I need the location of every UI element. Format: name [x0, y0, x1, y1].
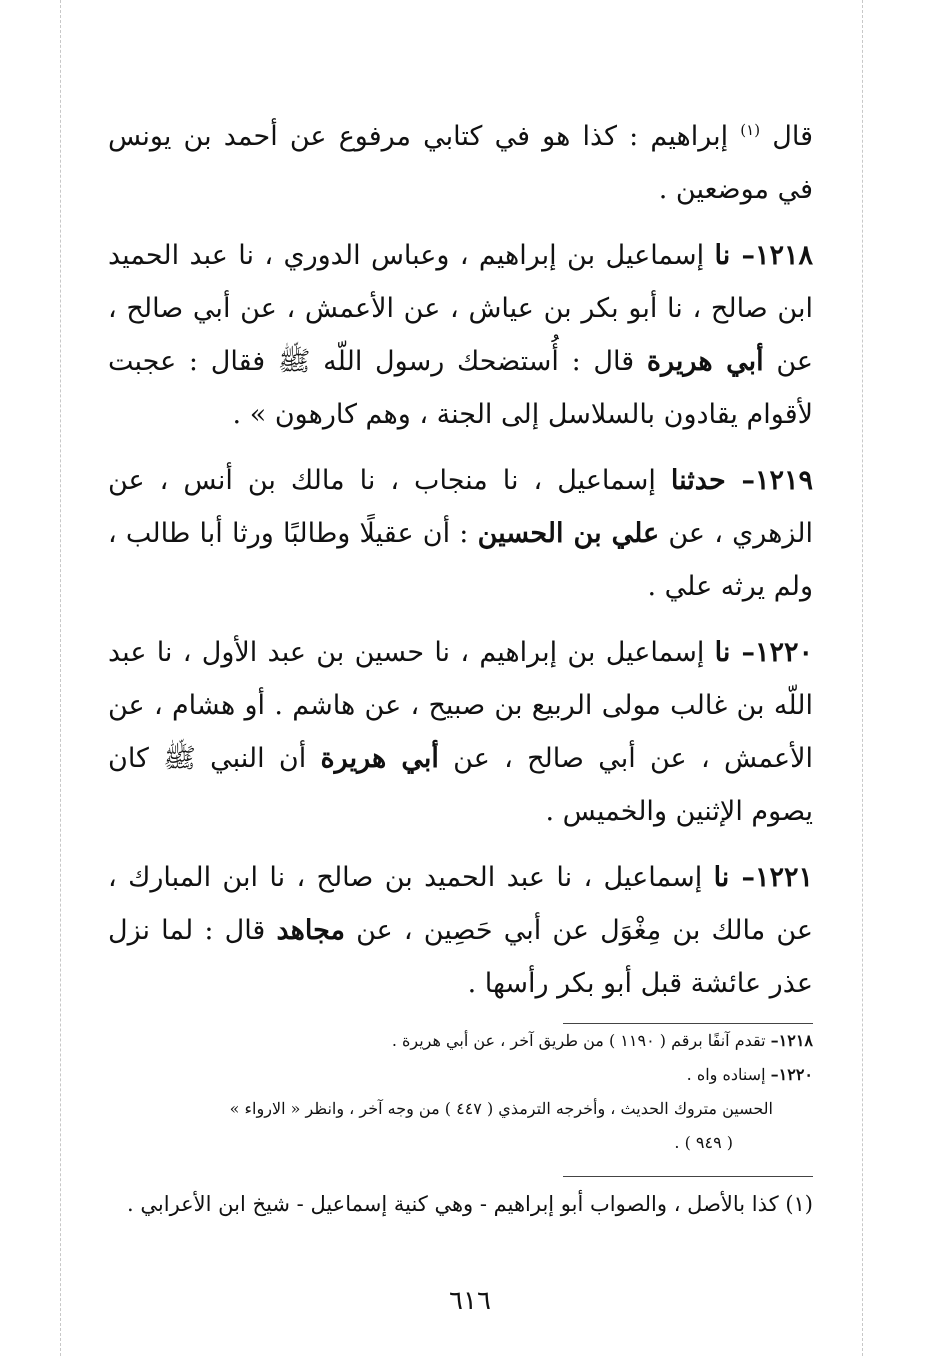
- hadith-text: : أن عقيلًا وطالبًا ورثا أبا طالب ، ولم يرثه علي .: [108, 518, 813, 602]
- narrator-name: مجاهد: [276, 915, 345, 946]
- author-note-text: (١) كذا بالأصل ، والصواب أبو إبراهيم - وهي كنية إسماعيل - شيخ ابن الأعرابي .: [127, 1192, 813, 1216]
- page-number: ٦١٦: [449, 1286, 491, 1316]
- hadith-text: إسماعيل بن إبراهيم ، نا حسين بن عبد الأول ، نا عبد اللّه بن غالب مولى الربيع بن صبيح ، عن هاشم . أو هشام ، عن الأعمش ، عن أبي صالح ، عن: [108, 637, 813, 774]
- author-footnote: [108, 1185, 813, 1223]
- intro-paragraph: [108, 110, 813, 216]
- margin-guide-left: [60, 0, 61, 1356]
- footnote-ref[interactable]: (١): [740, 121, 761, 139]
- footnote-1220-continued: الحسين متروك الحديث ، وأخرجه الترمذي ( ٤٤٧ ) من وجه آخر ، وانظر « الارواء »: [229, 1099, 773, 1118]
- hadith-number: ١٢١٨– نا: [714, 240, 813, 271]
- margin-guide-right: [862, 0, 863, 1356]
- hadith-number: ١٢٢١– نا: [713, 862, 813, 893]
- hadith-1220: [108, 626, 813, 838]
- hadith-number: ١٢٢٠– نا: [714, 637, 813, 668]
- footnote-number: ١٢٢٠–: [770, 1065, 813, 1084]
- narrator-name: أبي هريرة: [320, 743, 439, 774]
- footnote-1220-end: ( ٩٤٩ ) .: [674, 1133, 733, 1152]
- hadith-number: ١٢١٩– حدثنا: [670, 465, 813, 496]
- hadith-text: إسماعيل ، نا عبد الحميد بن صالح ، نا ابن المبارك ، عن مالك بن مِغْوَل عن أبي حَصِين ، عن: [108, 862, 813, 946]
- narrator-name: علي بن الحسين: [477, 518, 660, 549]
- footnote-1218: [108, 1024, 813, 1058]
- hadith-text: أن النبي ﷺ كان يصوم الإثنين والخميس .: [108, 743, 813, 827]
- hadith-text: قال : أُستضحك رسول اللّه ﷺ فقال : عجبت لأقوام يقادون بالسلاسل إلى الجنة ، وهم كارهون » .: [108, 346, 813, 430]
- footnote-1220: [108, 1058, 813, 1092]
- hadith-text: إسماعيل بن إبراهيم ، وعباس الدوري ، نا عبد الحميد ابن صالح ، نا أبو بكر بن عياش ، عن الأعمش ، عن أبي صالح ، عن: [108, 240, 813, 377]
- editor-footnotes: [108, 1024, 813, 1160]
- hadith-1219: [108, 454, 813, 613]
- hadith-text: إسماعيل ، نا منجاب ، نا مالك بن أنس ، عن الزهري ، عن: [108, 465, 813, 549]
- narrator-name: أبي هريرة: [646, 346, 764, 377]
- intro-lead: قال: [772, 121, 813, 152]
- author-note-separator: [563, 1176, 813, 1177]
- hadith-1218: [108, 229, 813, 441]
- hadith-text: قال : لما نزل عذر عائشة قبل أبو بكر رأسها .: [108, 915, 813, 999]
- footnote-text: تقدم آنفًا برقم ( ١١٩٠ ) من طريق آخر ، عن أبي هريرة .: [391, 1031, 771, 1050]
- footnote-number: ١٢١٨–: [770, 1031, 813, 1050]
- page-body: [108, 110, 813, 1223]
- hadith-1221: [108, 851, 813, 1010]
- intro-text: إبراهيم : كذا هو في كتابي مرفوع عن أحمد بن يونس في موضعين .: [108, 121, 813, 205]
- footnote-text: إسناده واه .: [686, 1065, 771, 1084]
